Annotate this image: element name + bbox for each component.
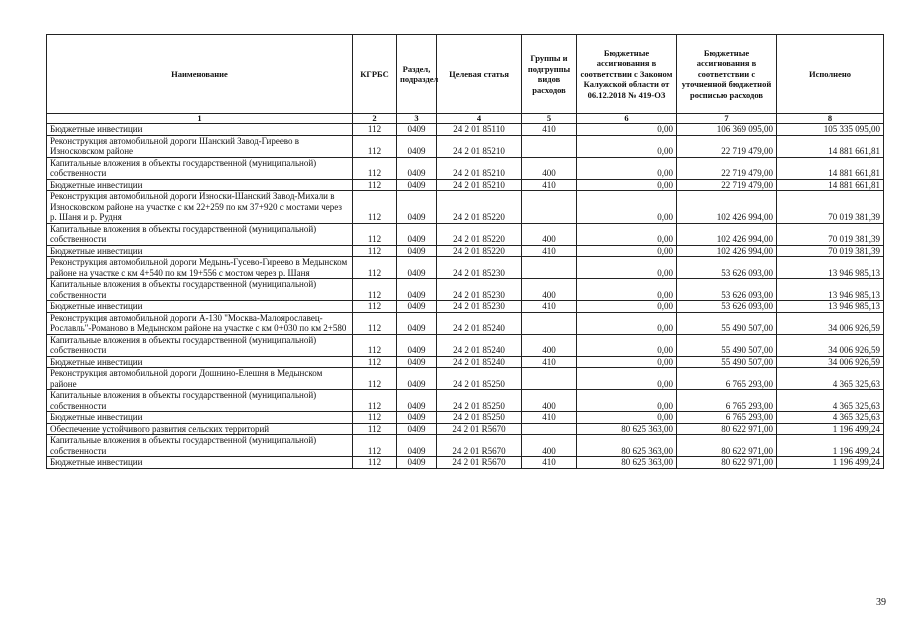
cell-kgrbs: 112	[353, 312, 397, 334]
cell-target-article: 24 2 01 R5670	[437, 457, 522, 469]
cell-revised-amount: 6 765 293,00	[677, 368, 777, 390]
cell-revised-amount: 6 765 293,00	[677, 390, 777, 412]
cell-target-article: 24 2 01 85240	[437, 356, 522, 368]
cell-revised-amount: 22 719 479,00	[677, 179, 777, 191]
cell-section: 0409	[397, 191, 437, 224]
table-row	[47, 257, 884, 279]
cell-section: 0409	[397, 301, 437, 313]
cell-expense-group: 400	[522, 223, 577, 245]
cell-revised-amount: 80 622 971,00	[677, 457, 777, 469]
cell-target-article: 24 2 01 85230	[437, 301, 522, 313]
cell-name: Реконструкция автомобильной дороги Износки-Шанский Завод-Михали в Износковском районе на участке с км 22+259 по км 37+920 с мостами через р. Шаня и р. Рудня	[47, 191, 353, 224]
table-row	[47, 157, 884, 179]
header-law: Бюджетные ассигнования в соответствии с Законом Калужской области от 06.12.2018 № 419-ОЗ	[577, 35, 677, 114]
cell-kgrbs: 112	[353, 191, 397, 224]
column-number: 4	[437, 114, 522, 124]
column-number-row	[47, 114, 884, 124]
cell-target-article: 24 2 01 85210	[437, 135, 522, 157]
cell-law-amount: 0,00	[577, 245, 677, 257]
cell-kgrbs: 112	[353, 412, 397, 424]
cell-law-amount: 0,00	[577, 412, 677, 424]
cell-expense-group	[522, 423, 577, 435]
cell-law-amount: 80 625 363,00	[577, 435, 677, 457]
cell-law-amount: 80 625 363,00	[577, 457, 677, 469]
table-row	[47, 435, 884, 457]
column-number: 1	[47, 114, 353, 124]
cell-name: Обеспечение устойчивого развития сельских территорий	[47, 423, 353, 435]
cell-section: 0409	[397, 135, 437, 157]
cell-revised-amount: 80 622 971,00	[677, 423, 777, 435]
table-row	[47, 135, 884, 157]
cell-executed-amount: 34 006 926,59	[777, 356, 884, 368]
cell-name: Капитальные вложения в объекты государственной (муниципальной) собственности	[47, 390, 353, 412]
table-row	[47, 245, 884, 257]
cell-section: 0409	[397, 179, 437, 191]
cell-target-article: 24 2 01 85210	[437, 157, 522, 179]
cell-law-amount: 0,00	[577, 312, 677, 334]
cell-law-amount: 0,00	[577, 179, 677, 191]
header-executed: Исполнено	[777, 35, 884, 114]
cell-expense-group	[522, 312, 577, 334]
cell-section: 0409	[397, 457, 437, 469]
cell-section: 0409	[397, 390, 437, 412]
cell-name: Капитальные вложения в объекты государственной (муниципальной) собственности	[47, 157, 353, 179]
cell-revised-amount: 22 719 479,00	[677, 157, 777, 179]
cell-name: Бюджетные инвестиции	[47, 457, 353, 469]
cell-name: Реконструкция автомобильной дороги Шанский Завод-Гиреево в Износковском районе	[47, 135, 353, 157]
cell-executed-amount: 1 196 499,24	[777, 423, 884, 435]
cell-section: 0409	[397, 368, 437, 390]
cell-name: Бюджетные инвестиции	[47, 124, 353, 136]
cell-revised-amount: 102 426 994,00	[677, 223, 777, 245]
cell-executed-amount: 1 196 499,24	[777, 457, 884, 469]
cell-expense-group: 400	[522, 390, 577, 412]
cell-kgrbs: 112	[353, 457, 397, 469]
table-row	[47, 179, 884, 191]
table-row	[47, 390, 884, 412]
table-row	[47, 334, 884, 356]
cell-target-article: 24 2 01 85230	[437, 279, 522, 301]
table-row	[47, 279, 884, 301]
cell-name: Реконструкция автомобильной дороги Дошнино-Елешня в Медынском районе	[47, 368, 353, 390]
table-row	[47, 312, 884, 334]
cell-expense-group: 410	[522, 124, 577, 136]
cell-kgrbs: 112	[353, 223, 397, 245]
cell-law-amount: 0,00	[577, 279, 677, 301]
cell-kgrbs: 112	[353, 301, 397, 313]
cell-revised-amount: 102 426 994,00	[677, 191, 777, 224]
cell-expense-group: 400	[522, 279, 577, 301]
header-kgrbs: КГРБС	[353, 35, 397, 114]
header-row	[47, 35, 884, 114]
cell-executed-amount: 34 006 926,59	[777, 312, 884, 334]
cell-name: Капитальные вложения в объекты государственной (муниципальной) собственности	[47, 223, 353, 245]
column-number: 7	[677, 114, 777, 124]
cell-section: 0409	[397, 157, 437, 179]
cell-law-amount: 0,00	[577, 135, 677, 157]
cell-target-article: 24 2 01 85230	[437, 257, 522, 279]
cell-target-article: 24 2 01 R5670	[437, 435, 522, 457]
column-number: 3	[397, 114, 437, 124]
cell-expense-group	[522, 257, 577, 279]
header-section: Раздел, подраздел	[397, 35, 437, 114]
cell-law-amount: 0,00	[577, 334, 677, 356]
cell-executed-amount: 14 881 661,81	[777, 135, 884, 157]
cell-expense-group: 400	[522, 157, 577, 179]
cell-section: 0409	[397, 279, 437, 301]
table-row	[47, 223, 884, 245]
cell-expense-group: 410	[522, 245, 577, 257]
cell-section: 0409	[397, 124, 437, 136]
table-row	[47, 457, 884, 469]
cell-kgrbs: 112	[353, 179, 397, 191]
cell-kgrbs: 112	[353, 135, 397, 157]
cell-target-article: 24 2 01 85240	[437, 312, 522, 334]
cell-name: Капитальные вложения в объекты государственной (муниципальной) собственности	[47, 334, 353, 356]
cell-target-article: 24 2 01 85240	[437, 334, 522, 356]
cell-target-article: 24 2 01 R5670	[437, 423, 522, 435]
cell-revised-amount: 80 622 971,00	[677, 435, 777, 457]
page-number: 39	[876, 597, 886, 608]
cell-name: Реконструкция автомобильной дороги Медынь-Гусево-Гиреево в Медынском районе на участке с км 4+540 по км 19+556 с мостом через р. Шаня	[47, 257, 353, 279]
cell-expense-group	[522, 368, 577, 390]
cell-executed-amount: 70 019 381,39	[777, 245, 884, 257]
cell-section: 0409	[397, 245, 437, 257]
cell-target-article: 24 2 01 85250	[437, 412, 522, 424]
cell-kgrbs: 112	[353, 356, 397, 368]
cell-revised-amount: 55 490 507,00	[677, 312, 777, 334]
cell-law-amount: 0,00	[577, 191, 677, 224]
cell-revised-amount: 6 765 293,00	[677, 412, 777, 424]
column-number: 5	[522, 114, 577, 124]
cell-section: 0409	[397, 423, 437, 435]
cell-section: 0409	[397, 334, 437, 356]
cell-expense-group: 410	[522, 356, 577, 368]
cell-revised-amount: 53 626 093,00	[677, 301, 777, 313]
cell-target-article: 24 2 01 85220	[437, 245, 522, 257]
cell-kgrbs: 112	[353, 368, 397, 390]
cell-executed-amount: 34 006 926,59	[777, 334, 884, 356]
table-row	[47, 412, 884, 424]
cell-target-article: 24 2 01 85210	[437, 179, 522, 191]
cell-executed-amount: 4 365 325,63	[777, 412, 884, 424]
cell-section: 0409	[397, 356, 437, 368]
cell-law-amount: 0,00	[577, 223, 677, 245]
cell-law-amount: 0,00	[577, 301, 677, 313]
cell-executed-amount: 14 881 661,81	[777, 179, 884, 191]
column-number: 8	[777, 114, 884, 124]
cell-expense-group: 410	[522, 412, 577, 424]
cell-executed-amount: 70 019 381,39	[777, 223, 884, 245]
cell-law-amount: 0,00	[577, 356, 677, 368]
cell-name: Капитальные вложения в объекты государственной (муниципальной) собственности	[47, 435, 353, 457]
cell-target-article: 24 2 01 85110	[437, 124, 522, 136]
column-number: 6	[577, 114, 677, 124]
cell-target-article: 24 2 01 85220	[437, 223, 522, 245]
cell-law-amount: 0,00	[577, 390, 677, 412]
cell-name: Бюджетные инвестиции	[47, 301, 353, 313]
cell-kgrbs: 112	[353, 390, 397, 412]
cell-expense-group: 410	[522, 301, 577, 313]
cell-kgrbs: 112	[353, 157, 397, 179]
budget-table	[46, 34, 884, 469]
cell-revised-amount: 102 426 994,00	[677, 245, 777, 257]
cell-executed-amount: 70 019 381,39	[777, 191, 884, 224]
table-row	[47, 301, 884, 313]
cell-expense-group: 400	[522, 435, 577, 457]
cell-kgrbs: 112	[353, 435, 397, 457]
cell-target-article: 24 2 01 85250	[437, 368, 522, 390]
header-target: Целевая статья	[437, 35, 522, 114]
header-group: Группы и подгруппы видов расходов	[522, 35, 577, 114]
cell-executed-amount: 4 365 325,63	[777, 368, 884, 390]
cell-law-amount: 0,00	[577, 157, 677, 179]
cell-law-amount: 80 625 363,00	[577, 423, 677, 435]
table-row	[47, 356, 884, 368]
cell-target-article: 24 2 01 85250	[437, 390, 522, 412]
cell-kgrbs: 112	[353, 257, 397, 279]
cell-revised-amount: 55 490 507,00	[677, 334, 777, 356]
cell-kgrbs: 112	[353, 245, 397, 257]
cell-name: Реконструкция автомобильной дороги А-130 "Москва-Малоярославец-Рославль"-Романово в Медынском районе на участке с км 0+030 по км 2+580	[47, 312, 353, 334]
cell-law-amount: 0,00	[577, 124, 677, 136]
table-row	[47, 368, 884, 390]
header-name: Наименование	[47, 35, 353, 114]
cell-executed-amount: 13 946 985,13	[777, 279, 884, 301]
cell-revised-amount: 53 626 093,00	[677, 257, 777, 279]
cell-name: Бюджетные инвестиции	[47, 412, 353, 424]
cell-name: Бюджетные инвестиции	[47, 245, 353, 257]
cell-executed-amount: 105 335 095,00	[777, 124, 884, 136]
cell-kgrbs: 112	[353, 334, 397, 356]
cell-law-amount: 0,00	[577, 368, 677, 390]
cell-executed-amount: 13 946 985,13	[777, 257, 884, 279]
header-revised: Бюджетные ассигнования в соответствии с уточненной бюджетной росписью расходов	[677, 35, 777, 114]
cell-section: 0409	[397, 412, 437, 424]
cell-expense-group	[522, 135, 577, 157]
cell-executed-amount: 1 196 499,24	[777, 435, 884, 457]
cell-name: Капитальные вложения в объекты государственной (муниципальной) собственности	[47, 279, 353, 301]
cell-expense-group: 400	[522, 334, 577, 356]
cell-kgrbs: 112	[353, 279, 397, 301]
cell-section: 0409	[397, 257, 437, 279]
cell-kgrbs: 112	[353, 124, 397, 136]
cell-revised-amount: 22 719 479,00	[677, 135, 777, 157]
cell-section: 0409	[397, 435, 437, 457]
cell-executed-amount: 4 365 325,63	[777, 390, 884, 412]
cell-name: Бюджетные инвестиции	[47, 179, 353, 191]
cell-section: 0409	[397, 223, 437, 245]
table-row	[47, 191, 884, 224]
cell-section: 0409	[397, 312, 437, 334]
cell-law-amount: 0,00	[577, 257, 677, 279]
cell-name: Бюджетные инвестиции	[47, 356, 353, 368]
cell-expense-group: 410	[522, 179, 577, 191]
cell-revised-amount: 106 369 095,00	[677, 124, 777, 136]
cell-executed-amount: 13 946 985,13	[777, 301, 884, 313]
table-row	[47, 124, 884, 136]
cell-expense-group	[522, 191, 577, 224]
cell-kgrbs: 112	[353, 423, 397, 435]
cell-executed-amount: 14 881 661,81	[777, 157, 884, 179]
cell-target-article: 24 2 01 85220	[437, 191, 522, 224]
cell-revised-amount: 55 490 507,00	[677, 356, 777, 368]
cell-expense-group: 410	[522, 457, 577, 469]
column-number: 2	[353, 114, 397, 124]
cell-revised-amount: 53 626 093,00	[677, 279, 777, 301]
table-row	[47, 423, 884, 435]
table-body	[47, 124, 884, 469]
